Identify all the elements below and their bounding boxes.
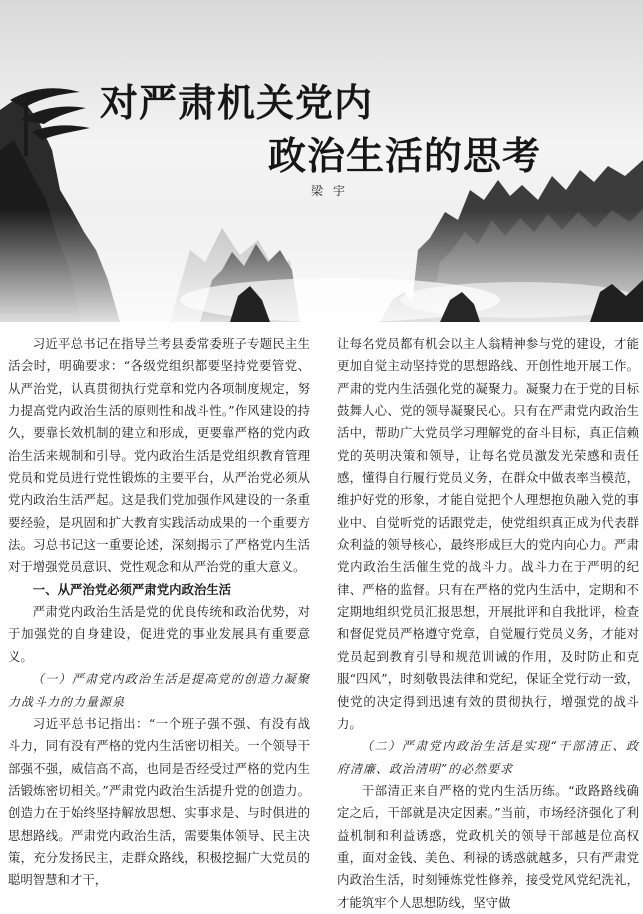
paragraph: 习近平总书记在指导兰考县委常委班子专题民主生活会时，明确要求：“各级党组织都要坚持党要管党、从严治党，认真贯彻执行党章和党内各项制度规定，努力提高党内政治生活的原则性和战斗性。”作风建设的持久，要靠长效机制的建立和形成，更要靠严格的党内政治生活来规制和引导。党内政治生活是党组织教育管理党员和党员进行党性锻炼的主要平台，从严治党必须从党内政治生活严起。这是我们党加强作风建设的一条重要经验，是巩固和扩大教育实践活动成果的一个重要方法。习总书记这一重要论述，深刻揭示了严格党内生活对于增强党员意识、党性观念和从严治党的重大意义。 xyxy=(8,336,310,575)
section-heading: 一、从严治党必须严肃党内政治生活 xyxy=(32,581,232,597)
paragraph: 严肃党内政治生活是党的优良传统和政治优势，对于加强党的自身建设，促进党的事业发展具有重要意义。 xyxy=(8,604,310,664)
paragraph: 习近平总书记指出：“一个班子强不强、有没有战斗力，同有没有严格的党内生活密切相关。一个领导干部强不强，威信高不高，也同是否经受过严格的党内生活锻炼密切相关。”严肃党内政治生活提升党的创造力。创造力在于始终坚持解放思想、实事求是、与时俱进的思想路线。严肃党内政治生活，需要集体领导、民主决策，充分发扬民主，走群众路线，积极挖掘广大党员的聪明智慧和才干， xyxy=(8,715,310,888)
subsection-heading: （二）严肃党内政治生活是实现“干部清正、政府清廉、政治清明”的必然要求 xyxy=(337,739,639,776)
left-column xyxy=(8,333,310,892)
header-banner xyxy=(0,0,643,322)
paragraph: 干部清正来自严格的党内生活历练。“政路路线确定之后，干部就是决定因素。”当前，市场经济强化了利益机制和利益诱惑，党政机关的领导干部越是位高权重，面对金钱、美色、利禄的诱惑就越多，只有严肃党内政治生活，时刻锤炼党性修养，接受党风党纪洗礼，才能筑牢个人思想防线，坚守做 xyxy=(337,782,639,910)
author-name: 梁宇 xyxy=(311,184,356,198)
article-title-line1: 对严肃机关党内 xyxy=(100,81,374,125)
article-title-line2: 政治生活的思考 xyxy=(268,134,542,178)
right-column xyxy=(337,333,639,914)
subsection-heading: （一）严肃党内政治生活是提高党的创造力凝聚力战斗力的力量源泉 xyxy=(8,672,310,709)
paragraph: 让每名党员都有机会以主人翁精神参与党的建设，才能更加自觉主动坚持党的思想路线、开创性地开展工作。严肃的党内生活强化党的凝聚力。凝聚力在于党的目标鼓舞人心、党的领导凝聚民心。只有在严肃党内政治生活中，帮助广大党员学习理解党的奋斗目标，真正信赖党的英明决策和领导，让每名党员激发光荣感和责任感，懂得自行履行党员义务，在群众中做表率当模范，维护好党的形象，才能自觉把个人理想抱负融入党的事业中、自觉听党的话跟党走，使党组织真正成为代表群众利益的领导核心，最终形成巨大的党内向心力。严肃党内政治生活催生党的战斗力。战斗力在于严明的纪律、严格的监督。只有在严格的党内生活中，定期和不定期地组织党员汇报思想，开展批评和自我批评，检查和督促党员严格遵守党章，自觉履行党员义务，才能对党员起到教育引导和规范训诫的作用，及时防止和克服“四风”，时刻敬畏法律和党纪，保证全党行动一致，使党的决定得到迅速有效的贯彻执行，增强党的战斗力。 xyxy=(337,336,639,731)
